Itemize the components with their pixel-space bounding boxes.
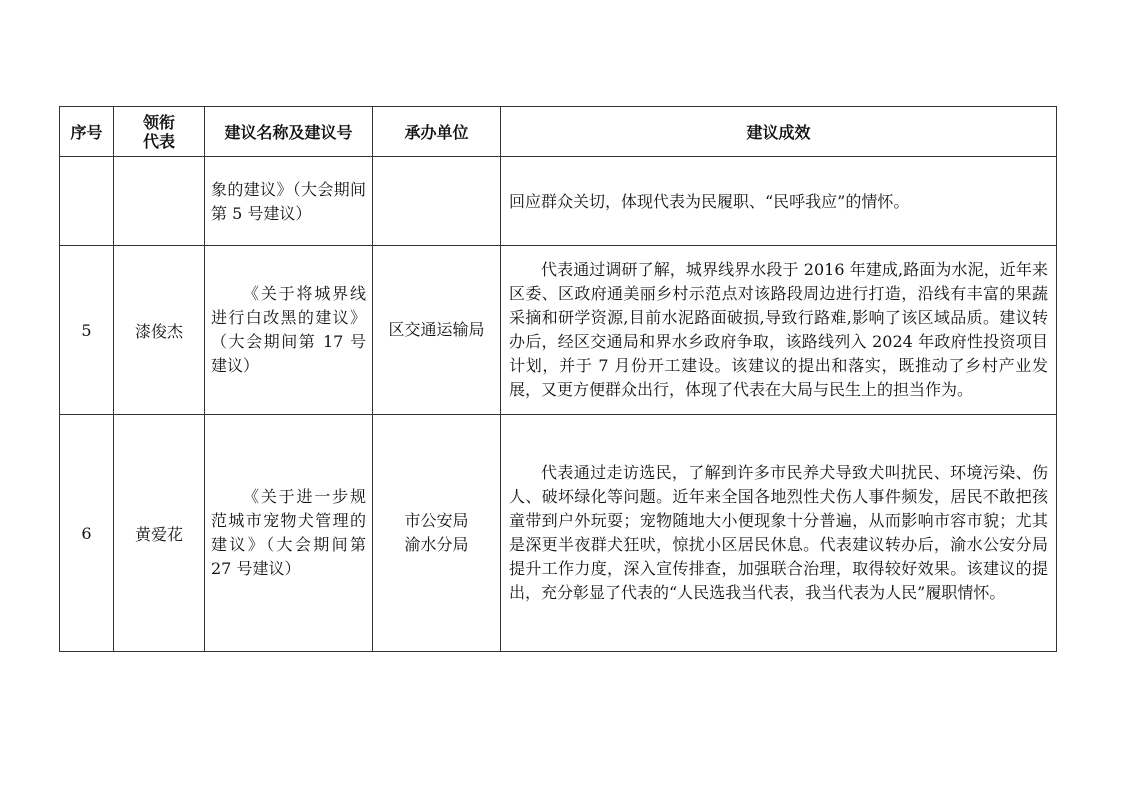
header-seq: 序号 (60, 107, 114, 157)
row-unit (373, 415, 501, 652)
header-lead-rep-line1: 领衔 (142, 112, 175, 132)
row-effect (501, 157, 1057, 246)
row-number (60, 157, 114, 246)
header-lead-rep-line2: 代表 (142, 131, 175, 151)
row-representative: 漆俊杰 (114, 246, 205, 415)
row-unit-line2: 渝水分局 (404, 535, 469, 554)
header-lead-rep (114, 107, 205, 157)
row-proposal (205, 246, 373, 415)
row-number: 5 (60, 246, 114, 415)
row-proposal (205, 157, 373, 246)
row-effect (501, 415, 1057, 652)
row-effect-text: 回应群众关切，体现代表为民履职、“民呼我应”的情怀。 (509, 191, 910, 211)
row-unit: 区交通运输局 (373, 246, 501, 415)
row-representative (114, 157, 205, 246)
header-unit: 承办单位 (373, 107, 501, 157)
row-unit (373, 157, 501, 246)
header-proposal: 建议名称及建议号 (205, 107, 373, 157)
row-proposal-text: 《关于将城界线进行白改黑的建议》（大会期间第 17 号建议） (211, 284, 366, 375)
row-effect-text: 代表通过走访选民，了解到许多市民养犬导致犬叫扰民、环境污染、伤人、破坏绿化等问题。近年来全国各地烈性犬伤人事件频发，居民不敢把孩童带到户外玩耍；宠物随地大小便现象十分普遍，从而影响市容市貌；尤其是深更半夜群犬狂吠，惊扰小区居民休息。代表建议转办后，渝水公安分局提升工作力度，深入宣传排查，加强联合治理，取得较好效果。该建议的提出，充分彰显了代表的“人民选我当代表，我当代表为人民”履职情怀。 (509, 463, 1048, 602)
table-row (60, 157, 1057, 246)
row-effect-text: 代表通过调研了解，城界线界水段于 2016 年建成,路面为水泥，近年来区委、区政府通美丽乡村示范点对该路段周边进行打造，沿线有丰富的果蔬采摘和研学资源,目前水泥路面破损,导致行路难,影响了该区域品质。建议转办后，经区交通局和界水乡政府争取，该路线列入 2024 年政府性投资项目计划，并于 7 月份开工建设。该建议的提出和落实，既推动了乡村产业发展，又更方便群众出行，体现了代表在大局与民生上的担当作为。 (509, 260, 1048, 399)
row-proposal (205, 415, 373, 652)
header-effect: 建议成效 (501, 107, 1057, 157)
row-effect (501, 246, 1057, 415)
table-row (60, 415, 1057, 652)
header-row (60, 107, 1057, 157)
row-unit-line1: 市公安局 (404, 511, 469, 530)
row-representative: 黄爱花 (114, 415, 205, 652)
row-proposal-text: 象的建议》（大会期间第 5 号建议） (211, 179, 366, 223)
proposal-table (59, 106, 1057, 652)
row-proposal-text: 《关于进一步规范城市宠物犬管理的建议》（大会期间第 27 号建议） (211, 487, 366, 578)
table-row (60, 246, 1057, 415)
row-number: 6 (60, 415, 114, 652)
